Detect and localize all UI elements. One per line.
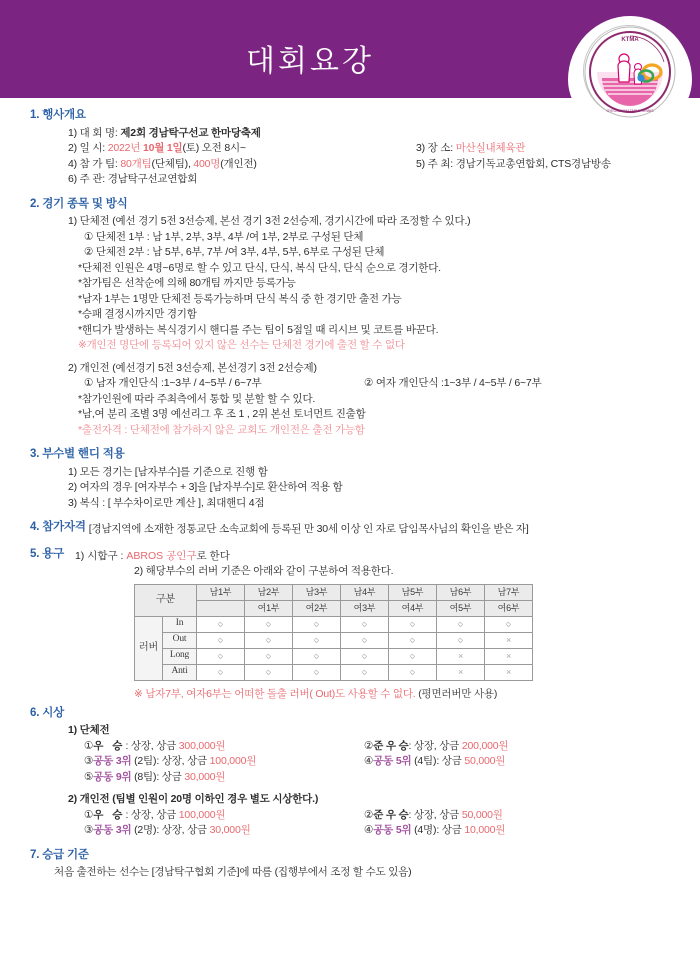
team-award-3-prize-label: : 상금: [436, 755, 465, 767]
rubber-cell-0-6: ○: [485, 616, 533, 632]
rubber-cell-3-6: ×: [485, 664, 533, 680]
team-award-2-rank: 공동 3위: [93, 755, 132, 767]
team-award-1: [364, 739, 508, 755]
section-5-number: 5.: [30, 547, 40, 560]
rubber-cell-3-0: ○: [197, 664, 245, 680]
individual-award-3-amount: 10,000원: [464, 824, 506, 836]
rubber-cell-2-3: ○: [341, 648, 389, 664]
individual-awards-heading: 2) 개인전 (팀별 인원이 20명 이하인 경우 별도 시상한다.): [68, 793, 319, 805]
section-1-heading: [30, 110, 684, 122]
handicap-item-2: 2) 여자의 경우 [여자부수 + 3]을 [남자부수]로 환산하여 적용 함: [68, 481, 343, 493]
individual-award-1-prize-label: : 상장, 상금: [408, 808, 462, 821]
section-2-heading: [30, 199, 684, 211]
section-events-and-format: [16, 199, 684, 439]
team-warning-note: ※개인전 명단에 등록되어 있지 않은 선수는 단체전 경기에 출전 할 수 없다: [78, 339, 405, 351]
event-name-value: 제2회 경남탁구선교 한마당축제: [120, 126, 261, 139]
team-award-1-rank: 준 우 승: [373, 739, 409, 752]
section-equipment: [16, 549, 684, 702]
individual-award-2: [84, 824, 251, 836]
rubber-footnote-red: ※ 남자7부, 여자6부는 어떠한 돌출 러버( Out)도 사용할 수 없다.: [134, 687, 416, 700]
individual-award-3-mark: ④: [364, 824, 374, 836]
rubber-header-women-1: 여1부: [245, 600, 293, 616]
individual-award-3: [364, 823, 505, 839]
team-award-line-2: [84, 754, 684, 770]
team-note-4: *승패 결정시까지만 경기함: [78, 308, 197, 320]
individual-award-3-qty: (4명): [411, 824, 437, 836]
event-date-monthday: 10월 1일: [142, 142, 183, 154]
rubber-header-women-6: 여6부: [485, 600, 533, 616]
team-award-2-amount: 100,000원: [209, 755, 257, 767]
event-name-row: [68, 126, 684, 142]
team-award-1-mark: ②: [364, 739, 374, 752]
rubber-cell-3-1: ○: [245, 664, 293, 680]
rubber-header-men-3: 남4부: [341, 584, 389, 600]
individual-award-2-mark: ③: [84, 824, 94, 836]
rubber-row-label-0: In: [163, 616, 197, 632]
section-7-number: 7.: [30, 848, 40, 861]
section-3-title: 부수별 핸디 적용: [42, 448, 125, 460]
section-6-heading: [30, 708, 684, 720]
section-2-title: 경기 종목 및 방식: [42, 197, 128, 210]
team-award-1-prize-label: : 상장, 상금: [408, 739, 462, 752]
individual-divisions-row: [84, 376, 684, 392]
team-award-0-mark: ①: [84, 739, 94, 752]
individual-award-0-rank: 우 승: [93, 808, 126, 821]
rubber-row-group-label: 러버: [135, 616, 163, 680]
team-award-2-prize-label: : 상장, 상금: [156, 755, 210, 767]
handicap-item-3: 3) 복식 : [ 부수차이로만 계산 ], 최대핸디 4점: [68, 496, 265, 509]
table-row: [135, 664, 533, 680]
section-promotion-criteria: [16, 850, 684, 881]
rubber-cell-2-2: ○: [293, 648, 341, 664]
svg-text:KTMA: KTMA: [621, 37, 639, 43]
equipment-ball-brand: ABROS 공인구: [126, 549, 197, 562]
rubber-cell-0-0: ○: [197, 616, 245, 632]
individual-award-3-rank: 공동 5위: [373, 824, 412, 836]
section-4-heading: [30, 522, 86, 534]
event-host-label: 5) 주 최:: [416, 157, 453, 170]
individual-award-2-prize-label: : 상장, 상금: [156, 824, 210, 836]
event-players-count-suffix: (개인전): [220, 157, 257, 170]
rubber-cell-3-3: ○: [341, 664, 389, 680]
event-host-value: 경남기독교총연합회, CTS경남방송: [455, 157, 611, 170]
equipment-ball-row: [75, 549, 230, 565]
rubber-header-women-5: 여5부: [437, 600, 485, 616]
event-teams-count-suffix: (단체팀),: [151, 157, 191, 170]
rubber-standard-table: [134, 584, 533, 681]
svg-text:GYEONGNAM TABLE TENNIS: GYEONGNAM TABLE TENNIS: [606, 109, 654, 113]
team-award-4-prize-label: : 상금: [156, 770, 185, 783]
event-organizer-row: [68, 172, 684, 188]
section-4-number: 4.: [30, 521, 40, 533]
rubber-cell-1-5: ○: [437, 632, 485, 648]
individual-award-2-rank: 공동 3위: [93, 824, 132, 836]
individual-award-1-amount: 50,000원: [461, 808, 503, 821]
individual-award-1-mark: ②: [364, 808, 374, 821]
rubber-cell-2-5: ×: [437, 648, 485, 664]
individual-award-1: [364, 808, 503, 824]
team-award-2-qty: (2팀): [131, 755, 157, 767]
rubber-table-wrap: [134, 584, 684, 681]
rubber-cell-3-4: ○: [389, 664, 437, 680]
event-teams-label: 4) 참 가 팀:: [68, 157, 118, 170]
rubber-header-women-4: 여4부: [389, 600, 437, 616]
equipment-ball-suffix: 로 한다: [196, 549, 230, 562]
rubber-cell-0-5: ○: [437, 616, 485, 632]
team-award-4-mark: ⑤: [84, 770, 94, 783]
rubber-cell-0-2: ○: [293, 616, 341, 632]
team-award-3: [364, 754, 505, 770]
team-award-3-mark: ④: [364, 755, 374, 767]
rubber-header-men-2: 남3부: [293, 584, 341, 600]
promotion-criteria-text: 처음 출전하는 선수는 [경남탁구협회 기준]에 따름 (집행부에서 조정 할 수도 있음): [54, 866, 412, 878]
section-5-heading: [30, 549, 64, 561]
team-award-0-amount: 300,000원: [178, 739, 226, 752]
rubber-header-women-2: 여2부: [293, 600, 341, 616]
rubber-header-men-0: 남1부: [197, 584, 245, 600]
section-1-number: 1.: [30, 109, 40, 121]
section-event-overview: [16, 110, 684, 188]
individual-award-line-2: [84, 823, 684, 839]
event-organizer-value: 경남탁구선교연합회: [107, 173, 198, 185]
rubber-cell-1-3: ○: [341, 632, 389, 648]
individual-award-0: [84, 809, 225, 821]
rubber-row-label-1: Out: [163, 632, 197, 648]
rubber-cell-1-1: ○: [245, 632, 293, 648]
team-award-3-qty: (4팀): [411, 755, 437, 767]
rubber-header-women-3: 여3부: [341, 600, 389, 616]
event-host-group: [416, 157, 611, 173]
event-organizer-label: 6) 주 관:: [68, 173, 105, 185]
event-date-year: 2022년: [107, 142, 141, 154]
rubber-cell-3-2: ○: [293, 664, 341, 680]
team-note-2: *참가팀은 선착순에 의해 80개팀 까지만 등록가능: [78, 277, 296, 289]
rubber-header-women-0: [197, 600, 245, 616]
section-1-title: 행사개요: [42, 109, 86, 121]
event-place-group: [416, 141, 525, 157]
individual-award-0-prize-label: : 상장, 상금: [125, 808, 179, 821]
rubber-table-footnote: [134, 687, 684, 702]
individual-award-3-prize-label: : 상금: [436, 824, 465, 836]
equipment-ball-prefix: 1) 시합구 :: [74, 549, 127, 562]
event-date-label: 2) 일 시:: [68, 142, 105, 154]
handicap-item-1: 1) 모든 경기는 [남자부수]를 기준으로 진행 함: [68, 465, 268, 478]
individual-award-2-amount: 30,000원: [209, 824, 251, 836]
page-header: [0, 0, 700, 113]
rubber-header-men-4: 남5부: [389, 584, 437, 600]
individual-men-divisions: ① 남자 개인단식 :1~3부 / 4~5부 / 6~7부: [84, 377, 262, 389]
event-place-value: 마산실내체육관: [455, 142, 526, 154]
rubber-cell-0-1: ○: [245, 616, 293, 632]
section-6-title: 시상: [42, 706, 65, 719]
page-title: 대회요강: [246, 44, 374, 79]
team-award-0-prize-label: : 상장, 상금: [125, 739, 179, 752]
rubber-row-label-2: Long: [163, 648, 197, 664]
event-teams-count: 80개팀: [120, 157, 152, 170]
section-2-number: 2.: [30, 197, 40, 210]
rubber-header-men-1: 남2부: [245, 584, 293, 600]
section-3-number: 3.: [30, 448, 40, 460]
team-award-3-rank: 공동 5위: [373, 755, 412, 767]
individual-award-line-1: [84, 808, 684, 824]
section-7-title: 승급 기준: [42, 848, 89, 861]
team-award-4-amount: 30,000원: [184, 770, 226, 783]
rubber-header-men-5: 남6부: [437, 584, 485, 600]
rubber-cell-1-4: ○: [389, 632, 437, 648]
individual-note-3: *출전자격 : 단체전에 참가하지 않은 교회도 개인전은 출전 가능함: [78, 423, 365, 436]
individual-women-divisions: ② 여자 개인단식 :1~3부 / 4~5부 / 6~7부: [364, 377, 542, 389]
table-row: [135, 632, 533, 648]
rubber-cell-1-2: ○: [293, 632, 341, 648]
rubber-cell-2-6: ×: [485, 648, 533, 664]
rubber-cell-1-0: ○: [197, 632, 245, 648]
team-award-line-1: [84, 739, 684, 755]
event-players-count: 400명: [193, 157, 221, 170]
section-7-heading: [30, 850, 684, 862]
rubber-footnote-dark: (평면러버만 사용): [418, 687, 498, 700]
team-award-0-rank: 우 승: [93, 739, 126, 752]
team-note-1: *단체전 인원은 4명~6명로 할 수 있고 단식, 단식, 복식 단식, 단식 순으로 경기한다.: [78, 261, 441, 274]
rubber-header-men-6: 남7부: [485, 584, 533, 600]
team-awards-heading: 1) 단체전: [68, 724, 110, 736]
section-3-heading: [30, 449, 684, 461]
team-award-4-qty: (8팀): [131, 770, 157, 783]
rubber-cell-0-4: ○: [389, 616, 437, 632]
rubber-table-header-men: [135, 584, 533, 600]
rubber-cell-2-0: ○: [197, 648, 245, 664]
section-5-title: 용구: [42, 547, 65, 560]
event-date-rest: (토) 오전 8시~: [182, 142, 246, 154]
event-place-label: 3) 장 소:: [416, 142, 453, 154]
team-event-heading: 1) 단체전 (예선 경기 5전 3선승제, 본선 경기 3전 2선승제, 경기시간에 따라 조정할 수 있다.): [68, 215, 471, 227]
table-row: [135, 648, 533, 664]
team-award-1-amount: 200,000원: [461, 739, 509, 752]
team-division-2: ② 단체전 2부 : 남 5부, 6부, 7부 /여 3부, 4부, 5부, 6부로 구성된 단체: [84, 246, 385, 258]
section-handicap: [16, 449, 684, 511]
section-6-number: 6.: [30, 706, 40, 719]
individual-award-2-qty: (2명): [131, 824, 157, 836]
rubber-cell-0-3: ○: [341, 616, 389, 632]
team-division-1: ① 단체전 1부 : 남 1부, 2부, 3부, 4부 /여 1부, 2부로 구성된 단체: [84, 230, 364, 243]
section-4-title: 참가자격: [42, 521, 86, 533]
rubber-cell-2-1: ○: [245, 648, 293, 664]
team-award-4-rank: 공동 9위: [93, 770, 132, 783]
team-award-line-3: [84, 770, 684, 786]
team-note-3: *남자 1부는 1명만 단체전 등록가능하며 단식 복식 중 한 경기만 출전 가능: [78, 292, 402, 305]
individual-award-0-mark: ①: [84, 808, 94, 821]
rubber-cell-3-5: ×: [437, 664, 485, 680]
team-award-3-amount: 50,000원: [464, 755, 506, 767]
event-name-label: 1) 대 회 명:: [68, 126, 118, 139]
rubber-cell-1-6: ×: [485, 632, 533, 648]
individual-note-2: *남,여 분리 조별 3명 예선리그 후 조 1 , 2위 본선 토너먼트 진출함: [78, 408, 366, 420]
individual-award-0-amount: 100,000원: [178, 808, 226, 821]
rubber-row-label-3: Anti: [163, 664, 197, 680]
rubber-table-corner-label: 구분: [135, 584, 197, 616]
team-award-0: [84, 740, 225, 752]
individual-note-1: *참가인원에 따라 주최측에서 통합 및 분할 할 수 있다.: [78, 392, 316, 405]
document-body: [0, 98, 700, 881]
individual-event-heading: 2) 개인전 (예선경기 5전 3선승제, 본선경기 3전 2선승제): [68, 361, 317, 374]
event-teams-host-row: [68, 157, 684, 173]
event-date-place-row: [68, 141, 684, 157]
table-row: [135, 616, 533, 632]
team-note-5: *핸디가 발생하는 복식경기시 핸디를 주는 팀이 5점일 때 리시브 및 코트를 바꾼다.: [78, 323, 439, 336]
eligibility-text: [경남지역에 소재한 정통교단 소속교회에 등록된 만 30세 이상 인 자로 담임목사님의 확인을 받은 자]: [88, 523, 529, 535]
section-awards: [16, 708, 684, 839]
rubber-cell-2-4: ○: [389, 648, 437, 664]
team-award-2-mark: ③: [84, 755, 94, 767]
section-eligibility: [16, 522, 684, 538]
individual-award-1-rank: 준 우 승: [373, 808, 409, 821]
team-award-2: [84, 755, 256, 767]
equipment-rubber-intro: 2) 해당부수의 러버 기준은 아래와 같이 구분하여 적용한다.: [134, 565, 394, 577]
